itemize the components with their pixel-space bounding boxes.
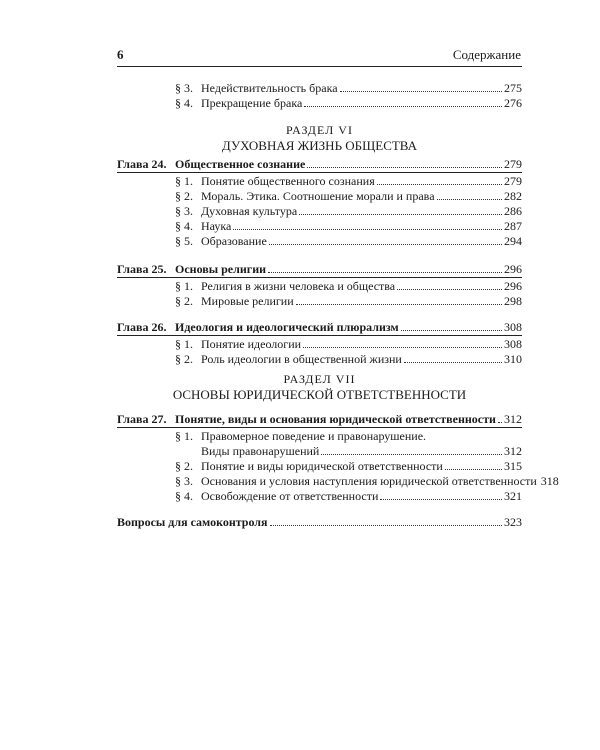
section-label: РАЗДЕЛ VII — [283, 372, 356, 386]
chapter-entry: Глава 25. Основы религии 296 — [117, 262, 522, 276]
chapter-rule — [117, 277, 522, 278]
toc-entry: § 2. Понятие и виды юридической ответственности 315 — [175, 459, 522, 473]
toc-entry: § 4. Наука 287 — [175, 219, 522, 233]
chapter-rule — [117, 427, 522, 428]
toc-entry: Виды правонарушений 312 — [201, 444, 522, 458]
toc-entry: § 1. Понятие общественного сознания 279 — [175, 174, 522, 188]
toc-entry: § 5. Образование 294 — [175, 234, 522, 248]
chapter-rule — [117, 172, 522, 173]
toc-entry: § 3. Недействительность брака 275 — [175, 81, 522, 95]
section-title: ДУХОВНАЯ ЖИЗНЬ ОБЩЕСТВА — [221, 138, 418, 153]
section-title: ОСНОВЫ ЮРИДИЧЕСКОЙ ОТВЕТСТВЕННОСТИ — [172, 387, 467, 402]
toc-entry: § 3. Основания и условия наступления юридической ответственности 318 — [175, 474, 559, 488]
toc-entry: § 2. Мировые религии 298 — [175, 294, 522, 308]
section-label: РАЗДЕЛ VI — [286, 123, 353, 137]
toc-entry: § 3. Духовная культура 286 — [175, 204, 522, 218]
toc-entry: § 1. Понятие идеологии 308 — [175, 337, 522, 351]
toc-entry: § 1. Религия в жизни человека и общества 296 — [175, 279, 522, 293]
chapter-rule — [117, 335, 522, 336]
running-title: Содержание — [452, 47, 521, 62]
toc-entry: § 2. Роль идеологии в общественной жизни 310 — [175, 352, 522, 366]
page-number: 6 — [117, 47, 124, 62]
toc-entry: § 4. Освобождение от ответственности 321 — [175, 489, 522, 503]
toc-entry-line1: § 1. Правомерное поведение и правонарушение. — [175, 429, 427, 443]
chapter-entry: Глава 27. Понятие, виды и основания юридической ответственности 312 — [117, 412, 522, 426]
toc-entry: § 2. Мораль. Этика. Соотношение морали и права 282 — [175, 189, 522, 203]
chapter-entry: Глава 26. Идеология и идеологический плюрализм 308 — [117, 320, 522, 334]
chapter-entry: Глава 24. Общественное сознание 279 — [117, 157, 522, 171]
header-rule — [117, 66, 522, 67]
toc-entry: § 4. Прекращение брака 276 — [175, 96, 522, 110]
self-check-entry: Вопросы для самоконтроля 323 — [117, 515, 522, 529]
